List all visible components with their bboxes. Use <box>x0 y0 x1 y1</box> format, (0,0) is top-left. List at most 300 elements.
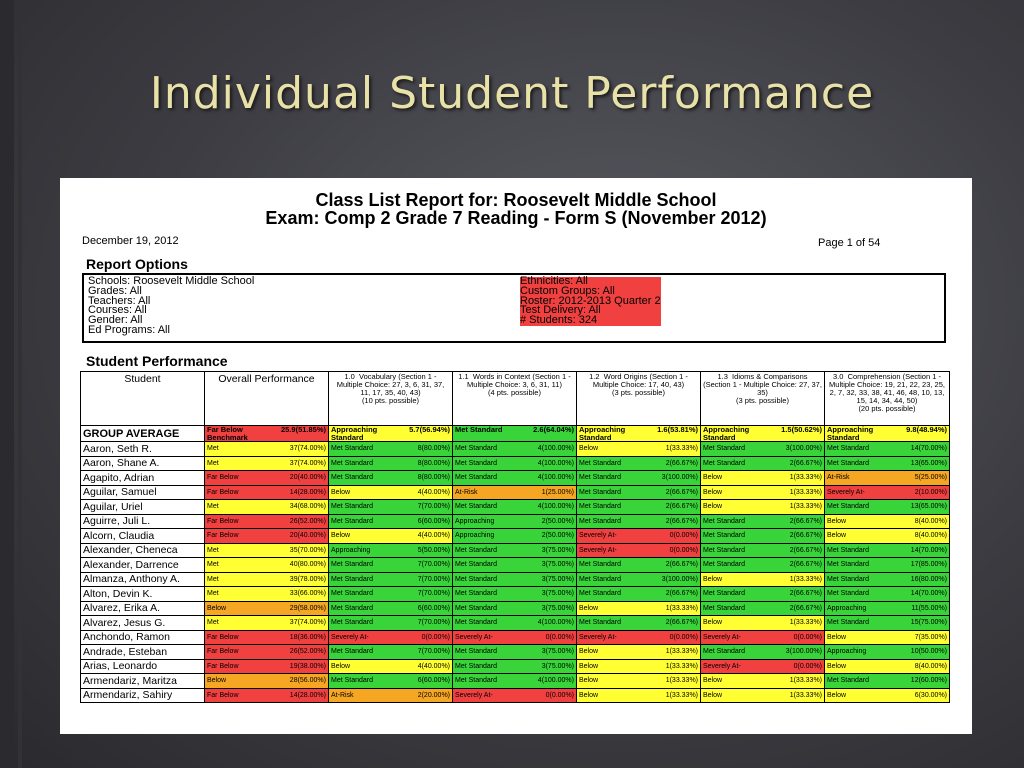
table-body <box>81 426 950 703</box>
score-value: 18(36.00%) <box>289 633 326 641</box>
score-cell <box>577 471 701 486</box>
score-value: 29(58.00%) <box>289 604 326 612</box>
score-cell <box>701 529 825 544</box>
score-cell-content <box>331 445 450 452</box>
score-cell <box>329 543 453 558</box>
performance-level: Met <box>207 546 219 554</box>
score-value: 0(0.00%) <box>545 691 574 699</box>
report-options-left <box>88 277 254 336</box>
performance-level: Met Standard <box>331 677 374 685</box>
score-cell-content <box>455 445 574 452</box>
score-cell <box>453 674 577 689</box>
score-value: 6(60.00%) <box>417 517 450 525</box>
score-value: 3(100.00%) <box>661 575 698 583</box>
score-value: 20(40.00%) <box>289 474 326 482</box>
score-value: 2(66.67%) <box>789 590 822 598</box>
score-value: 13(65.00%) <box>910 503 947 511</box>
table-row <box>81 659 950 674</box>
report-title-line2: Exam: Comp 2 Grade 7 Reading - Form S (November 2012) <box>265 208 767 228</box>
score-cell-content <box>455 561 574 568</box>
score-value: 12(60.00%) <box>910 677 947 685</box>
score-cell <box>453 558 577 573</box>
performance-level: Met Standard <box>827 677 870 685</box>
score-cell <box>205 543 329 558</box>
score-cell-content <box>703 677 822 684</box>
score-cell <box>577 514 701 529</box>
col-header-comprehension: 3.0 Comprehension (Section 1 - Multiple Choice: 19, 21, 22, 23, 25, 2, 7, 32, 33, 38, 41, 46, 48, 10, 13, 15, 14, 34, 44, 50) (20 pts. possible) <box>825 372 950 426</box>
performance-level: Severely At- <box>579 532 617 540</box>
score-cell-content <box>455 474 574 481</box>
performance-level: Below <box>579 604 599 612</box>
student-performance-heading: Student Performance <box>86 353 228 369</box>
score-cell-content <box>827 590 947 597</box>
report-title-line1: Class List Report for: Roosevelt Middle School <box>315 190 717 210</box>
score-cell <box>329 587 453 602</box>
score-value: 5.7(56.94%) <box>409 425 450 434</box>
score-value: 8(80.00%) <box>417 459 450 467</box>
score-cell <box>701 426 825 442</box>
performance-level: Approaching <box>455 532 495 540</box>
score-value: 39(78.00%) <box>289 575 326 583</box>
performance-level: Met Standard <box>455 561 498 569</box>
performance-level: Below <box>331 662 351 670</box>
score-cell-content <box>703 590 822 597</box>
performance-level: Met Standard <box>331 517 374 525</box>
score-cell <box>205 587 329 602</box>
performance-level: Met Standard <box>331 648 374 656</box>
score-value: 2(66.67%) <box>789 604 822 612</box>
performance-level: Met Standard <box>331 590 374 598</box>
score-cell <box>577 426 701 442</box>
score-value: 3(75.00%) <box>541 546 574 554</box>
score-cell <box>701 543 825 558</box>
performance-level: Met Standard <box>331 445 374 453</box>
score-cell-content <box>827 426 947 441</box>
table-row <box>81 616 950 631</box>
score-cell <box>825 616 950 631</box>
score-value: 2(66.67%) <box>789 532 822 540</box>
score-cell <box>453 514 577 529</box>
score-cell <box>825 442 950 457</box>
score-cell-content <box>207 503 326 510</box>
performance-level: Below <box>827 532 847 540</box>
score-value: 2(50.00%) <box>541 517 574 525</box>
score-cell-content <box>827 445 947 452</box>
score-cell <box>329 456 453 471</box>
score-cell <box>329 674 453 689</box>
score-cell-content <box>703 445 822 452</box>
score-value: 4(40.00%) <box>417 532 450 540</box>
score-cell-content <box>703 605 822 612</box>
score-cell-content <box>455 489 574 496</box>
performance-level: Severely At- <box>827 488 865 496</box>
score-value: 7(35.00%) <box>914 633 947 641</box>
score-value: 4(100.00%) <box>537 677 574 685</box>
student-name: Aguilar, Uriel <box>81 500 205 515</box>
score-cell-content <box>207 605 326 612</box>
score-cell <box>205 645 329 660</box>
score-cell-content <box>579 692 698 699</box>
score-cell-content <box>703 619 822 626</box>
score-value: 3(75.00%) <box>541 648 574 656</box>
score-cell-content <box>827 547 947 554</box>
score-cell <box>577 630 701 645</box>
score-value: 20(40.00%) <box>289 532 326 540</box>
score-cell <box>825 645 950 660</box>
performance-level: Below <box>579 691 599 699</box>
performance-level: Met Standard <box>579 459 622 467</box>
option-line: # Students: 324 <box>520 314 598 327</box>
performance-level: Met Standard <box>455 575 498 583</box>
performance-level: Severely At- <box>579 546 617 554</box>
score-cell-content <box>455 634 574 641</box>
score-cell-content <box>455 692 574 699</box>
performance-level: Met Standard <box>331 459 374 467</box>
score-value: 3(75.00%) <box>541 590 574 598</box>
score-cell-content <box>331 663 450 670</box>
score-cell-content <box>207 460 326 467</box>
score-cell <box>701 630 825 645</box>
performance-level: Severely At- <box>703 662 741 670</box>
performance-level: Below <box>827 662 847 670</box>
table-row <box>81 587 950 602</box>
score-cell <box>205 500 329 515</box>
score-cell <box>577 674 701 689</box>
score-value: 4(100.00%) <box>537 503 574 511</box>
score-value: 1(33.33%) <box>789 503 822 511</box>
score-cell <box>577 572 701 587</box>
score-value: 7(70.00%) <box>417 648 450 656</box>
score-cell <box>577 688 701 703</box>
performance-level: Met Standard <box>455 619 498 627</box>
performance-level: Met Standard <box>455 503 498 511</box>
performance-level: Approaching <box>827 604 867 612</box>
score-cell-content <box>455 532 574 539</box>
score-cell <box>701 514 825 529</box>
student-name: Aaron, Seth R. <box>81 442 205 457</box>
performance-level: Met Standard <box>703 648 746 656</box>
score-value: 6(60.00%) <box>417 604 450 612</box>
score-value: 1.6(53.81%) <box>657 425 698 434</box>
score-cell-content <box>455 663 574 670</box>
score-value: 25.9(51.85%) <box>280 425 326 434</box>
score-cell-content <box>827 619 947 626</box>
score-cell-content <box>579 489 698 496</box>
score-cell-content <box>455 460 574 467</box>
performance-level: Met <box>207 459 219 467</box>
score-value: 14(28.00%) <box>289 488 326 496</box>
score-value: 7(70.00%) <box>417 619 450 627</box>
performance-level: At-Risk <box>331 691 354 699</box>
performance-level: Met Standard <box>579 474 622 482</box>
score-cell-content <box>703 503 822 510</box>
score-cell-content <box>207 518 326 525</box>
performance-level: Met <box>207 575 219 583</box>
table-row <box>81 485 950 500</box>
performance-level: Met Standard <box>703 590 746 598</box>
report-options-heading: Report Options <box>86 256 188 272</box>
performance-level: Below <box>703 474 723 482</box>
page-number: Page 1 of 54 <box>818 237 881 249</box>
score-cell <box>329 558 453 573</box>
score-cell <box>329 514 453 529</box>
score-cell-content <box>331 474 450 481</box>
score-cell <box>825 674 950 689</box>
score-value: 1(25.00%) <box>541 488 574 496</box>
score-value: 14(70.00%) <box>910 590 947 598</box>
student-name: Agapito, Adrian <box>81 471 205 486</box>
score-cell <box>453 601 577 616</box>
performance-level: Approaching Standard <box>331 425 378 442</box>
performance-level: Approaching Standard <box>703 425 750 442</box>
score-cell <box>453 442 577 457</box>
table-row <box>81 572 950 587</box>
student-name: Anchondo, Ramon <box>81 630 205 645</box>
score-cell <box>701 456 825 471</box>
performance-level: Met Standard <box>579 619 622 627</box>
performance-level: Severely At- <box>579 633 617 641</box>
score-value: 1.5(50.62%) <box>781 425 822 434</box>
score-cell <box>701 659 825 674</box>
performance-level: Below <box>579 662 599 670</box>
performance-level: Met Standard <box>455 677 498 685</box>
score-value: 14(28.00%) <box>289 691 326 699</box>
performance-level: Below <box>703 503 723 511</box>
report-document <box>60 178 972 734</box>
table-row <box>81 558 950 573</box>
score-value: 2(66.67%) <box>789 459 822 467</box>
performance-level: Below <box>703 677 723 685</box>
student-performance-table <box>80 371 950 703</box>
score-cell <box>577 485 701 500</box>
score-value: 7(70.00%) <box>417 561 450 569</box>
performance-level: Met Standard <box>331 503 374 511</box>
score-cell-content <box>827 692 947 699</box>
score-value: 8(40.00%) <box>914 517 947 525</box>
student-name: GROUP AVERAGE <box>81 426 205 442</box>
performance-level: Approaching Standard <box>579 425 626 442</box>
performance-level: Below <box>703 691 723 699</box>
score-cell-content <box>579 532 698 539</box>
performance-level: Met Standard <box>579 575 622 583</box>
score-value: 2(66.67%) <box>789 517 822 525</box>
score-cell <box>329 471 453 486</box>
performance-level: Far Below Benchmark <box>207 425 248 442</box>
score-cell-content <box>331 489 450 496</box>
performance-level: Met Standard <box>455 459 498 467</box>
score-value: 10(50.00%) <box>910 648 947 656</box>
col-header-student: Student <box>81 372 205 426</box>
score-cell <box>453 471 577 486</box>
score-cell <box>453 500 577 515</box>
performance-level: Severely At- <box>331 633 369 641</box>
score-cell-content <box>331 532 450 539</box>
score-cell <box>205 572 329 587</box>
score-cell-content <box>331 648 450 655</box>
score-value: 7(70.00%) <box>417 503 450 511</box>
score-value: 2(50.00%) <box>541 532 574 540</box>
col-header-words-in-context: 1.1 Words in Context (Section 1 - Multiple Choice: 3, 6, 31, 11) (4 pts. possible) <box>453 372 577 426</box>
score-value: 8(80.00%) <box>417 445 450 453</box>
score-value: 0(0.00%) <box>545 633 574 641</box>
score-cell <box>453 659 577 674</box>
table-row <box>81 601 950 616</box>
performance-level: Met Standard <box>455 445 498 453</box>
performance-level: Met Standard <box>703 459 746 467</box>
score-cell-content <box>455 677 574 684</box>
score-cell <box>701 572 825 587</box>
score-cell-content <box>331 619 450 626</box>
performance-level: Met Standard <box>455 546 498 554</box>
performance-level: Met Standard <box>703 532 746 540</box>
option-line: Gender: All <box>88 314 143 327</box>
table-row <box>81 674 950 689</box>
student-name: Alexander, Darrence <box>81 558 205 573</box>
score-cell <box>825 659 950 674</box>
score-cell-content <box>331 576 450 583</box>
option-line: Ethnicities: All <box>520 275 588 287</box>
score-cell <box>577 442 701 457</box>
performance-level: Met Standard <box>455 474 498 482</box>
score-cell-content <box>579 677 698 684</box>
performance-level: Met Standard <box>703 445 746 453</box>
score-cell <box>825 572 950 587</box>
score-value: 2(10.00%) <box>914 488 947 496</box>
score-value: 14(70.00%) <box>910 445 947 453</box>
score-value: 37(74.00%) <box>289 459 326 467</box>
score-cell-content <box>207 426 326 441</box>
report-date: December 19, 2012 <box>82 235 179 247</box>
performance-level: Met Standard <box>579 561 622 569</box>
score-value: 37(74.00%) <box>289 619 326 627</box>
table-row <box>81 471 950 486</box>
performance-level: Met <box>207 503 219 511</box>
score-cell-content <box>579 561 698 568</box>
score-cell <box>825 456 950 471</box>
performance-level: Met Standard <box>455 648 498 656</box>
score-cell-content <box>703 489 822 496</box>
performance-level: Severely At- <box>455 633 493 641</box>
score-cell-content <box>331 561 450 568</box>
score-cell <box>701 587 825 602</box>
score-cell-content <box>579 619 698 626</box>
score-value: 1(33.33%) <box>789 619 822 627</box>
score-cell <box>453 426 577 442</box>
table-row <box>81 514 950 529</box>
score-cell <box>577 659 701 674</box>
table-row <box>81 645 950 660</box>
score-cell <box>205 659 329 674</box>
score-value: 28(56.00%) <box>289 677 326 685</box>
score-cell-content <box>331 590 450 597</box>
student-name: Alton, Devin K. <box>81 587 205 602</box>
performance-level: Met Standard <box>579 503 622 511</box>
score-cell <box>329 426 453 442</box>
performance-level: Met Standard <box>455 604 498 612</box>
score-cell-content <box>703 648 822 655</box>
score-value: 8(40.00%) <box>914 532 947 540</box>
option-line: Courses: All <box>88 304 147 317</box>
option-line: Teachers: All <box>88 294 151 307</box>
score-cell <box>453 485 577 500</box>
performance-level: Met Standard <box>827 575 870 583</box>
score-cell-content <box>207 561 326 568</box>
score-cell <box>825 471 950 486</box>
score-cell-content <box>579 634 698 641</box>
score-cell <box>825 601 950 616</box>
score-cell-content <box>331 634 450 641</box>
score-value: 3(100.00%) <box>785 445 822 453</box>
score-cell <box>701 485 825 500</box>
score-cell-content <box>207 532 326 539</box>
score-cell <box>205 601 329 616</box>
score-cell-content <box>331 547 450 554</box>
score-cell-content <box>703 663 822 670</box>
score-cell-content <box>207 474 326 481</box>
score-value: 34(68.00%) <box>289 503 326 511</box>
score-cell <box>701 645 825 660</box>
performance-level: Far Below <box>207 648 239 656</box>
score-cell-content <box>579 426 698 441</box>
score-cell-content <box>827 474 947 481</box>
table-row <box>81 529 950 544</box>
score-cell-content <box>827 648 947 655</box>
score-cell <box>577 645 701 660</box>
score-cell-content <box>455 576 574 583</box>
score-value: 1(33.33%) <box>665 604 698 612</box>
score-cell-content <box>579 576 698 583</box>
score-cell-content <box>455 648 574 655</box>
score-cell <box>825 543 950 558</box>
score-value: 1(33.33%) <box>665 662 698 670</box>
score-cell-content <box>703 532 822 539</box>
score-value: 16(80.00%) <box>910 575 947 583</box>
score-value: 3(75.00%) <box>541 604 574 612</box>
score-cell <box>825 529 950 544</box>
score-cell <box>205 485 329 500</box>
score-cell <box>329 601 453 616</box>
score-value: 9.8(48.94%) <box>906 425 947 434</box>
slide-title: Individual Student Performance <box>149 68 875 119</box>
score-value: 40(80.00%) <box>289 561 326 569</box>
performance-level: Met Standard <box>579 590 622 598</box>
score-cell-content <box>455 518 574 525</box>
score-cell <box>825 688 950 703</box>
performance-level: Met Standard <box>827 619 870 627</box>
score-cell <box>701 688 825 703</box>
score-cell <box>825 630 950 645</box>
score-cell-content <box>207 648 326 655</box>
performance-level: Approaching <box>455 517 495 525</box>
performance-level: Below <box>331 532 351 540</box>
score-value: 0(0.00%) <box>421 633 450 641</box>
score-cell-content <box>207 590 326 597</box>
score-cell-content <box>331 460 450 467</box>
report-options-box <box>82 273 946 343</box>
score-cell <box>825 485 950 500</box>
score-value: 1(33.33%) <box>789 677 822 685</box>
score-cell-content <box>331 426 450 441</box>
score-cell <box>577 616 701 631</box>
performance-level: Met Standard <box>331 604 374 612</box>
performance-level: Below <box>703 488 723 496</box>
option-line: Roster: 2012-2013 Quarter 2 <box>520 294 661 307</box>
score-value: 26(52.00%) <box>289 648 326 656</box>
student-name: Alvarez, Jesus G. <box>81 616 205 631</box>
score-cell <box>205 442 329 457</box>
option-line: Ed Programs: All <box>88 323 170 336</box>
score-cell <box>205 426 329 442</box>
